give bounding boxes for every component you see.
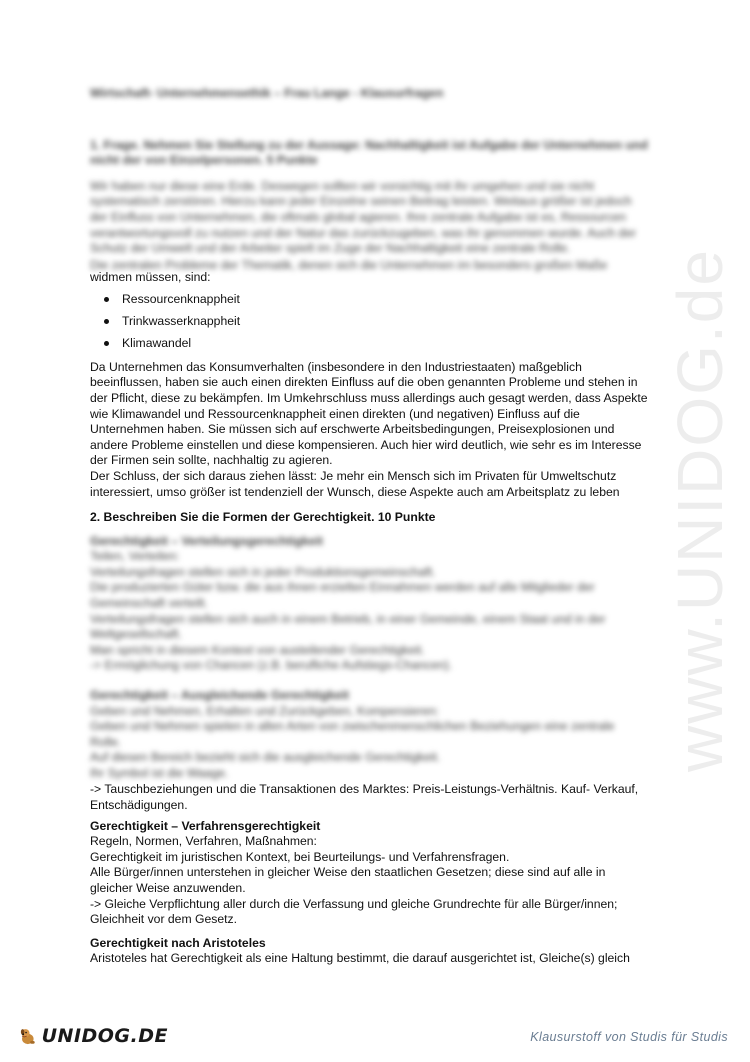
section-title: Gerechtigkeit nach Aristoteles <box>90 935 266 950</box>
section-distributive-blurred <box>90 534 650 674</box>
q1-transition <box>90 258 650 284</box>
q1-paragraph-1: Da Unternehmen das Konsumverhalten (insbesondere in den Industriestaaten) maßgeblich beeinflussen, haben sie auch einen direkten Einfluss auf die oben genannten Probleme und stehen in der Pflicht, diese zu bekämpfen. Im Umkehrschluss muss allerdings auch gesagt werden, dass Aspekte wie Klimawandel und Ressourcenknappheit einen direkten (und negativen) Einfluss auf die Unternehmen haben. Sie müssen sich auf erschwerte Arbeitsbedingungen, Preisexplosionen und andere Probleme einstellen und diese kompensieren. Auch hier wird deutlich, wie sehr es im Interesse der Firmen sein sollte, nachhaltig zu agieren. <box>90 359 648 468</box>
blurred-line: Verteilungsfragen stellen sich in jeder Produktionsgemeinschaft. <box>90 564 436 579</box>
section-line: Alle Bürger/innen unterstehen in gleicher Weise den staatlichen Gesetzen; diese sind auf alle in gleicher Weise anzuwenden. <box>90 865 606 895</box>
list-item: Klimawandel <box>90 332 650 354</box>
section-compensatory-blurred <box>90 688 650 782</box>
dog-mascot-icon <box>18 1019 38 1053</box>
section-line: -> Gleiche Verpflichtung aller durch die Verfassung und gleiche Grundrechte für alle Bürger/innen; Gleichheit vor dem Gesetz. <box>90 896 618 927</box>
q1-list-lead: widmen müssen, sind: <box>90 269 211 284</box>
blurred-line: Rolle. <box>90 734 122 749</box>
compensatory-tail-line: -> Tauschbeziehungen und die Transaktionen des Marktes: Preis-Leistungs-Verhältnis. Kauf- Verkauf, <box>90 781 639 796</box>
document-title: Wirtschaft- Unternehmensethik – Frau Lange - Klausurfragen <box>90 86 444 100</box>
section-procedural <box>90 819 650 928</box>
question-1-heading: 1. Frage. Nehmen Sie Stellung zu der Aussage: Nachhaltigkeit ist Aufgabe der Unternehmen und nicht der von Einzelpersonen. 5 Punkte <box>90 137 648 168</box>
blurred-line: Geben und Nehmen, Erhalten und Zurückgeben, Kompensieren: <box>90 703 439 718</box>
document-page <box>90 86 650 975</box>
q1-intro-blurred <box>90 179 650 257</box>
section-aristotle <box>90 936 650 967</box>
blurred-line: Gemeinschaft verteilt. <box>90 596 208 611</box>
blurred-line: Ihr Symbol ist die Waage. <box>90 766 229 780</box>
problem-list <box>90 288 650 354</box>
blurred-line: Schutz der Umwelt und der Arbeiter spielt im Zuge der Nachhaltigkeit eine zentrale Rolle. <box>90 241 571 256</box>
footer-slogan: Klausurstoff von Studis für Studis <box>530 1030 728 1044</box>
blurred-line: Teilen, Verteilen: <box>90 549 180 564</box>
blurred-line: Man spricht in diesem Kontext von austeilender Gerechtigkeit. <box>90 642 425 657</box>
blurred-line: Wir haben nur diese eine Erde. Deswegen sollten wir vorsichtig mit ihr umgehen und sie nicht <box>90 178 595 193</box>
section-line: Aristoteles hat Gerechtigkeit als eine Haltung bestimmt, die darauf ausgerichtet ist, Gleiche(s) gleich <box>90 951 630 966</box>
list-item: Ressourcenknappheit <box>90 288 650 310</box>
compensatory-tail-line-2: Entschädigungen. <box>90 797 188 812</box>
blurred-line: Verteilungsfragen stellen sich auch in einem Betrieb, in einer Gemeinde, einem Staat und in der <box>90 611 606 626</box>
blurred-line: Die produzierten Güter bzw. die aus ihnen erzielten Einnahmen werden auf alle Mitglieder der <box>90 580 595 595</box>
section-line: Gerechtigkeit im juristischen Kontext, bei Beurteilungs- und Verfahrensfragen. <box>90 849 510 864</box>
blurred-line: der Einfluss von Unternehmen, die oftmals global agieren. Ihre zentrale Aufgabe ist es, Ressourcen <box>90 209 626 224</box>
blurred-line: Weltgesellschaft. <box>90 627 182 642</box>
blurred-line: systematisch zerstören. Hierzu kann jeder Einzelne seinen Beitrag leisten. Weitaus größer ist jedoch <box>90 194 632 209</box>
blurred-section-title: Gerechtigkeit – Verteilungsgerechtigkeit <box>90 533 323 548</box>
blurred-line: verantwortungsvoll zu nutzen und der Natur das zurückzugeben, was ihr genommen wurde. Auch der <box>90 225 637 240</box>
unidog-logo[interactable] <box>18 1018 168 1054</box>
logo-text: UNIDOG.DE <box>41 1025 168 1047</box>
watermark <box>640 250 750 770</box>
question-2-heading: 2. Beschreiben Sie die Formen der Gerechtigkeit. 10 Punkte <box>90 510 436 525</box>
compensatory-tail <box>90 782 650 811</box>
blurred-section-title: Gerechtigkeit – Ausgleichende Gerechtigkeit <box>90 688 349 703</box>
watermark-text: www.UNIDOG.de <box>664 248 736 772</box>
section-line: Regeln, Normen, Verfahren, Maßnahmen: <box>90 834 317 849</box>
blurred-line: Auf diesen Bereich bezieht sich die ausgleichende Gerechtigkeit. <box>90 750 441 765</box>
section-title: Gerechtigkeit – Verfahrensgerechtigkeit <box>90 818 321 833</box>
list-item: Trinkwasserknappheit <box>90 310 650 332</box>
blurred-line: Geben und Nehmen spielen in allen Arten von zwischenmenschlichen Beziehungen eine zentrale <box>90 719 615 734</box>
q1-paragraph-2: Der Schluss, der sich daraus ziehen lässt: Je mehr ein Mensch sich im Privaten für Umweltschutz interessiert, umso größer ist tendenziell der Wunsch, diese Aspekte auch am Arbeitsplatz zu leben <box>90 468 620 499</box>
blurred-line: -> Ermöglichung von Chancen (z.B. berufliche Aufstiegs-Chancen). <box>90 658 453 673</box>
blurred-line: Die zentralen Probleme der Thematik, denen sich die Unternehmen im besonders großen Maße <box>90 257 608 272</box>
